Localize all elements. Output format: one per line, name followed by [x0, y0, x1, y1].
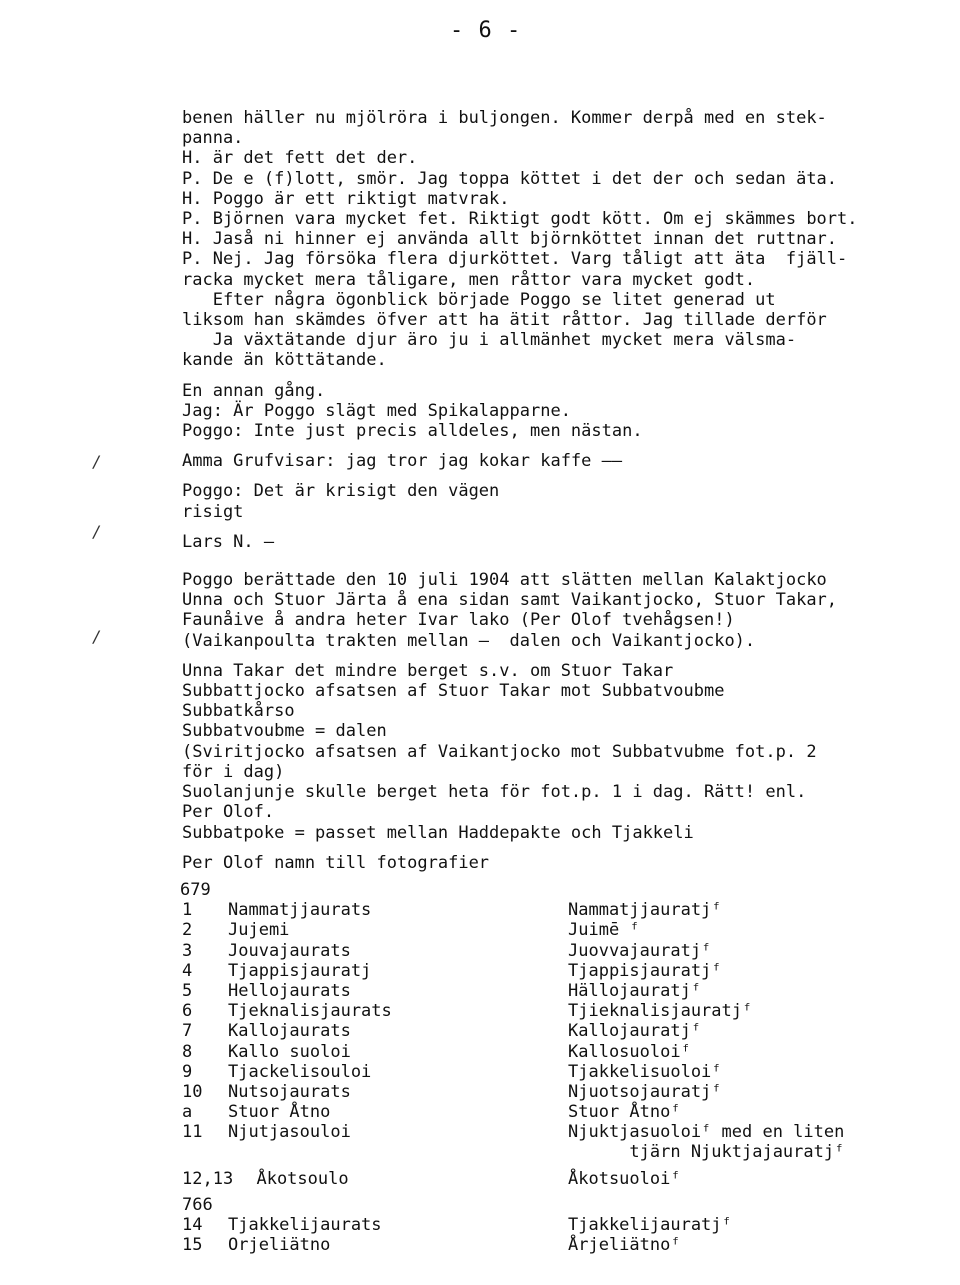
corrected-name: tjärn Njuktjajauratjᶠ	[568, 1142, 845, 1163]
original-name: Njutjasouloi	[228, 1122, 351, 1143]
list-item	[182, 920, 922, 940]
text-line: Amma Grufvisar: jag tror jag kokar kaffe ——	[182, 451, 623, 472]
text-line: risigt	[182, 501, 244, 522]
original-name: Stuor Åtno	[228, 1102, 331, 1123]
item-number: 7	[182, 1021, 193, 1042]
text-line: Unna och Stuor Järta å ena sidan samt Vaikantjocko, Stuor Takar,	[182, 590, 838, 611]
text-line: En annan gång.	[182, 380, 326, 401]
original-name: Åkotsoulo	[236, 1168, 349, 1189]
text-line: Poggo: Inte just precis alldeles, men nästan.	[182, 421, 643, 442]
page-number: - 6 -	[450, 18, 522, 43]
list-item	[182, 961, 922, 981]
text-line: P. Nej. Jag försöka flera djurköttet. Varg tåligt att äta fjäll-	[182, 249, 848, 270]
item-number: 10	[182, 1081, 203, 1102]
corrected-name: Tjakkelijauratjᶠ	[568, 1215, 732, 1235]
text-line: Poggo: Det är krisigt den vägen	[182, 481, 500, 502]
list-item	[182, 1122, 922, 1142]
item-number: 9	[182, 1061, 193, 1082]
text-line: Subbatvoubme = dalen	[182, 721, 387, 742]
text-line: Subbatkårso	[182, 701, 295, 722]
item-number: 5	[182, 980, 193, 1001]
original-name: Nutsojaurats	[228, 1081, 351, 1102]
original-name: Tjakkelijaurats	[228, 1215, 382, 1235]
original-name: Kallojaurats	[228, 1021, 351, 1042]
corrected-name: Hällojauratjᶠ	[568, 980, 702, 1001]
text-line: benen häller nu mjölröra i buljongen. Kommer derpå med en stek-	[182, 108, 827, 128]
text-line: racka mycket mera tåligare, men råttor vara mycket godt.	[182, 269, 756, 290]
text-line: Jag: Är Poggo slägt med Spikalapparne.	[182, 400, 571, 421]
item-number: 15	[182, 1235, 203, 1256]
list-item	[182, 1142, 922, 1162]
text-line: panna.	[182, 128, 244, 149]
corrected-name: Åkotsuoloiᶠ	[568, 1168, 681, 1189]
text-line: Per Olof.	[182, 802, 275, 823]
item-number: 4	[182, 960, 193, 981]
original-name: Orjeliätno	[228, 1235, 331, 1256]
list-item	[182, 941, 922, 961]
item-number: a	[182, 1102, 193, 1123]
list-item	[182, 880, 922, 900]
text-line: liksom han skämdes öfver att ha ätit råttor. Jag tillade derför	[182, 310, 827, 331]
list-item	[182, 900, 922, 920]
corrected-name: Nammatjjauratjᶠ	[568, 900, 722, 921]
text-line: P. De e (f)lott, smör. Jag toppa köttet i det der och sedan äta.	[182, 168, 838, 189]
list-item	[182, 1169, 922, 1189]
list-item	[182, 981, 922, 1001]
text-line: P. Björnen vara mycket fet. Riktigt godt kött. Om ej skämmes bort.	[182, 209, 858, 230]
list-item	[182, 1062, 922, 1082]
original-name: Tjeknalisjaurats	[228, 1001, 392, 1022]
item-number: 14	[182, 1215, 203, 1235]
text-line: Unna Takar det mindre berget s.v. om Stuor Takar	[182, 660, 674, 681]
list-item	[182, 1021, 922, 1041]
text-line: för i dag)	[182, 761, 285, 782]
text-line: Ja växtätande djur äro ju i allmänhet mycket mera välsma-	[182, 330, 797, 351]
list-item	[182, 1082, 922, 1102]
text-line: Subbattjocko afsatsen af Stuor Takar mot Subbatvoubme	[182, 681, 725, 702]
list-item	[182, 1042, 922, 1062]
list-item	[182, 1195, 922, 1215]
item-number: 12,13	[182, 1168, 234, 1189]
margin-mark: /	[92, 452, 102, 471]
item-number: 679	[180, 880, 211, 900]
list-item	[182, 1102, 922, 1122]
text-line: Faunåive å andra heter Ivar lako (Per Olof tvehågsen!)	[182, 610, 735, 631]
place-name-list	[182, 880, 922, 1255]
original-name: Hellojaurats	[228, 980, 351, 1001]
typed-text-block	[182, 108, 932, 873]
text-line: Lars N. —	[182, 531, 275, 552]
margin-mark: /	[92, 627, 102, 646]
list-item	[182, 1235, 922, 1255]
text-line: H. Poggo är ett riktigt matvrak.	[182, 188, 510, 209]
original-name: Nammatjjaurats	[228, 900, 372, 921]
text-line: (Vaikanpoulta trakten mellan — dalen och Vaikantjocko).	[182, 630, 756, 651]
original-name: Jujemi	[228, 920, 290, 941]
corrected-name: Kallosuoloiᶠ	[568, 1041, 691, 1062]
text-line: H. Jaså ni hinner ej använda allt björnköttet innan det ruttnar.	[182, 229, 838, 250]
text-line: Per Olof namn till fotografier	[182, 852, 490, 873]
original-name: Tjackelisouloi	[228, 1061, 372, 1082]
corrected-name: Njuktjasuoloiᶠ med en liten	[568, 1122, 845, 1143]
item-number: 3	[182, 940, 193, 961]
text-line: kande än köttätande.	[182, 350, 387, 371]
original-name: Tjappisjauratj	[228, 960, 372, 981]
corrected-name: Juimē ᶠ	[568, 920, 640, 941]
corrected-name: Juovvajauratjᶠ	[568, 940, 712, 961]
item-number: 8	[182, 1041, 193, 1062]
corrected-name: Tjakkelisuoloiᶠ	[568, 1061, 722, 1082]
text-line: Subbatpoke = passet mellan Haddepakte och Tjakkeli	[182, 822, 694, 843]
item-number: 2	[182, 920, 193, 941]
text-line: Suolanjunje skulle berget heta för fot.p. 1 i dag. Rätt! enl.	[182, 782, 807, 803]
margin-mark: /	[92, 522, 102, 541]
original-name: Kallo suoloi	[228, 1041, 351, 1062]
corrected-name: Njuotsojauratjᶠ	[568, 1081, 722, 1102]
corrected-name: Kallojauratjᶠ	[568, 1021, 702, 1042]
corrected-name: Tjappisjauratjᶠ	[568, 960, 722, 981]
corrected-name: Stuor Åtnoᶠ	[568, 1102, 681, 1123]
item-number: 11	[182, 1122, 203, 1143]
item-number: 1	[182, 900, 193, 921]
text-line: H. är det fett det der.	[182, 148, 418, 169]
item-number: 6	[182, 1001, 193, 1022]
list-item	[182, 1215, 922, 1235]
list-item	[182, 1001, 922, 1021]
item-number: 766	[182, 1194, 213, 1215]
text-line: (Sviritjocko afsatsen af Vaikantjocko mot Subbatvubme fot.p. 2	[182, 741, 817, 762]
text-line: Poggo berättade den 10 juli 1904 att slätten mellan Kalaktjocko	[182, 570, 827, 591]
corrected-name: Årjeliätnoᶠ	[568, 1235, 681, 1256]
text-line: Efter några ögonblick började Poggo se litet generad ut	[182, 289, 776, 310]
original-name: Jouvajaurats	[228, 940, 351, 961]
corrected-name: Tjieknalisjauratjᶠ	[568, 1001, 753, 1022]
